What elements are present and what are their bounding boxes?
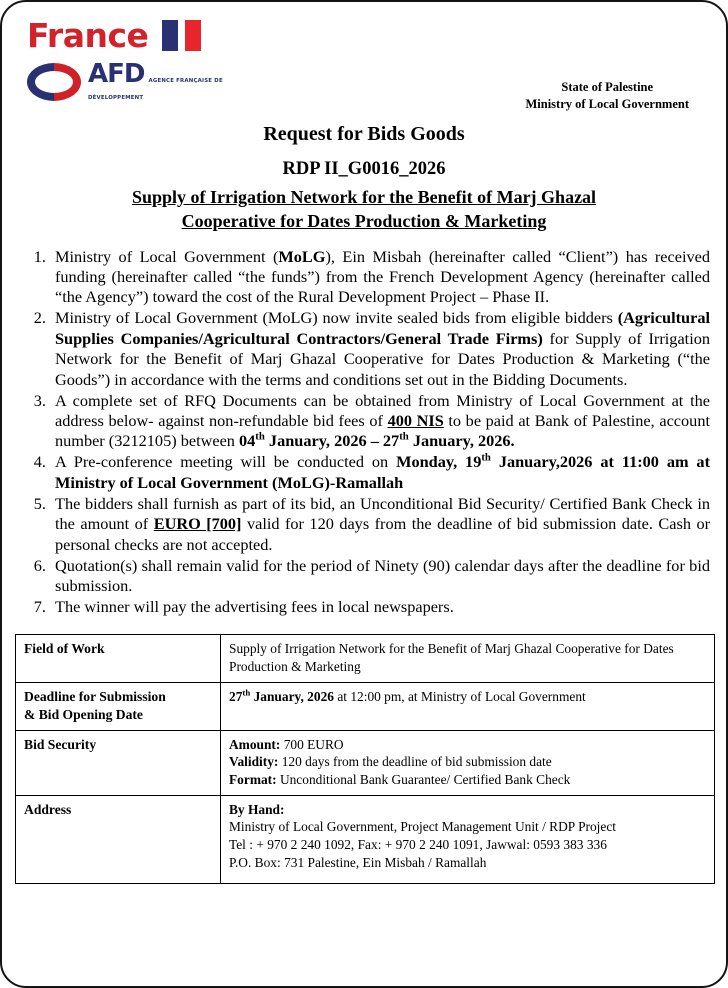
- clause-2-bold-eligible-bidders: (Agricultural Supplies Companies/Agricultural Contractors/General Trade Firms): [55, 308, 710, 348]
- clause-item-1: [50, 247, 710, 308]
- bid-security-validity-value: 120 days from the deadline of bid submission date: [278, 754, 552, 770]
- value-bid-security: [221, 730, 715, 795]
- afd-ring-right-half: [54, 63, 81, 101]
- afd-wordmark: AFD: [88, 59, 145, 89]
- bid-security-format-value: Unconditional Bank Guarantee/ Certified Bank Check: [276, 772, 571, 787]
- label-field-of-work: Field of Work: [16, 635, 221, 682]
- logo-block: [27, 15, 277, 103]
- authority-line-2: Ministry of Local Government: [525, 97, 689, 112]
- clause-item-5: [50, 494, 710, 555]
- french-flag-icon: [162, 20, 201, 51]
- afd-logo: [27, 61, 277, 103]
- bid-security-validity-label: Validity:: [229, 754, 279, 770]
- issuing-authority: [525, 79, 689, 114]
- clause-5-bid-security-amount: EURO [700]: [153, 514, 242, 534]
- tender-subtitle: [15, 186, 713, 234]
- bid-security-amount-row: [229, 736, 706, 754]
- document-header: [15, 11, 713, 121]
- afd-text-block: [88, 61, 277, 103]
- value-field-of-work: Supply of Irrigation Network for the Benefit of Marj Ghazal Cooperative for Dates Production & Marketing: [221, 635, 715, 682]
- address-by-hand: [229, 801, 706, 819]
- clause-item-6: [50, 556, 710, 597]
- address-line-1: Ministry of Local Government, Project Management Unit / RDP Project: [229, 819, 617, 835]
- label-bid-security: Bid Security: [16, 730, 221, 795]
- tender-subtitle-line-2: Cooperative for Dates Production & Marketing: [181, 210, 547, 231]
- bid-security-validity-row: [229, 753, 706, 771]
- deadline-day: 27: [229, 688, 243, 704]
- address-by-hand-label: By Hand:: [229, 801, 285, 817]
- clause-item-3: [50, 391, 710, 452]
- deadline-month-year: January, 2026: [250, 688, 334, 704]
- bid-security-format-row: [229, 771, 706, 789]
- label-deadline: [16, 682, 221, 730]
- deadline-time-place: at 12:00 pm, at Ministry of Local Government: [333, 688, 586, 704]
- clause-3-end-date-sup: th: [399, 431, 409, 444]
- bid-security-amount-label: Amount:: [229, 736, 281, 752]
- bid-security-amount-value: 700 EURO: [280, 736, 344, 752]
- clause-4-date-sup: th: [481, 451, 491, 464]
- tender-reference: RDP II_G0016_2026: [282, 159, 446, 179]
- clause-3-start-date: 04: [239, 431, 256, 451]
- clause-item-7: [50, 597, 710, 617]
- clause-2-text-b: for Supply of Irrigation Network for the Benefit of Marj Ghazal Cooperative for Dates Production & Marketing (“the Goods”) in accordance with the terms and conditions set out in the Bidding Documents.: [55, 328, 710, 389]
- clause-3-date-mid: January, 2026 – 27: [264, 431, 400, 451]
- deadline-day-sup: th: [242, 687, 251, 698]
- clause-4-meeting-date: Monday, 19: [396, 452, 482, 472]
- page-title: Request for Bids Goods: [263, 123, 465, 145]
- clause-list: [15, 247, 713, 618]
- clause-1-text-a: Ministry of Local Government (: [55, 246, 279, 266]
- france-logo: [27, 15, 277, 55]
- clause-3-text-a: A complete set of RFQ Documents can be obtained from Ministry of Local Government at the address below- against non-refundable bid fees of: [55, 390, 710, 430]
- table-row-address: [16, 795, 715, 883]
- clause-1-text-b: ), Ein Misbah (hereinafter called “Client”) has received funding (hereinafter called “the funds”) from the French Development Agency (hereinafter called “the Agency”) toward the cost of the Rural Development Project – Phase II.: [55, 246, 711, 307]
- clause-5-text-a: The bidders shall furnish as part of its bid, an Unconditional Bid Security/ Certified Bank Check in the amount of: [55, 493, 710, 534]
- value-address: [221, 795, 715, 883]
- clause-3-bid-fee: 400 NIS: [387, 411, 444, 430]
- bid-security-format-label: Format:: [229, 772, 277, 787]
- address-line-2-contacts: Tel : + 970 2 240 1092, Fax: + 970 2 240 1091, Jawwal: 0593 383 336: [229, 837, 607, 853]
- clause-3-text-b: to be paid at Bank of Palestine, account number (3212105) between: [55, 411, 710, 451]
- table-row-deadline: [16, 682, 715, 730]
- clause-4-meeting-details: January,2026 at 11:00 am at Ministry of Local Government (MoLG)-Ramallah: [55, 452, 710, 492]
- label-deadline-line-1: Deadline for Submission: [24, 688, 166, 704]
- clause-3-end-date: January, 2026.: [408, 431, 515, 451]
- clause-4-text-a: A Pre-conference meeting will be conducted on: [55, 452, 397, 472]
- clause-item-4: [50, 452, 710, 493]
- table-row-field-of-work: [16, 635, 715, 682]
- clause-5-text-b: valid for 120 days from the deadline of bid submission date. Cash or personal checks are not accepted.: [55, 514, 711, 554]
- authority-line-1: State of Palestine: [561, 80, 654, 94]
- clause-3-start-date-sup: th: [255, 431, 265, 444]
- clause-7-text: The winner will pay the advertising fees in local newspapers.: [55, 596, 454, 616]
- clause-1-bold-molg: MoLG: [278, 246, 326, 266]
- value-deadline: [221, 682, 715, 730]
- afd-ring-left-half: [27, 63, 54, 101]
- tender-subtitle-line-1: Supply of Irrigation Network for the Benefit of Marj Ghazal: [131, 187, 597, 207]
- clause-2-text-a: Ministry of Local Government (MoLG) now invite sealed bids from eligible bidders: [55, 308, 618, 328]
- summary-table: [15, 634, 715, 883]
- table-row-bid-security: [16, 730, 715, 795]
- label-address: Address: [16, 795, 221, 883]
- address-line-3-po-box: P.O. Box: 731 Palestine, Ein Misbah / Ramallah: [229, 854, 487, 870]
- title-block: [15, 123, 713, 234]
- flag-red-bar: [185, 20, 201, 51]
- clause-item-2: [50, 308, 710, 390]
- label-deadline-line-2: & Bid Opening Date: [24, 706, 143, 722]
- clause-6-text: Quotation(s) shall remain valid for the period of Ninety (90) calendar days after the deadline for bid submission.: [55, 555, 710, 595]
- france-wordmark: France: [27, 15, 149, 55]
- flag-blue-bar: [162, 20, 178, 51]
- afd-ring-icon: [27, 63, 81, 101]
- afd-subtitle: AGENCE FRANÇAISE DE DÉVELOPPEMENT: [88, 78, 223, 101]
